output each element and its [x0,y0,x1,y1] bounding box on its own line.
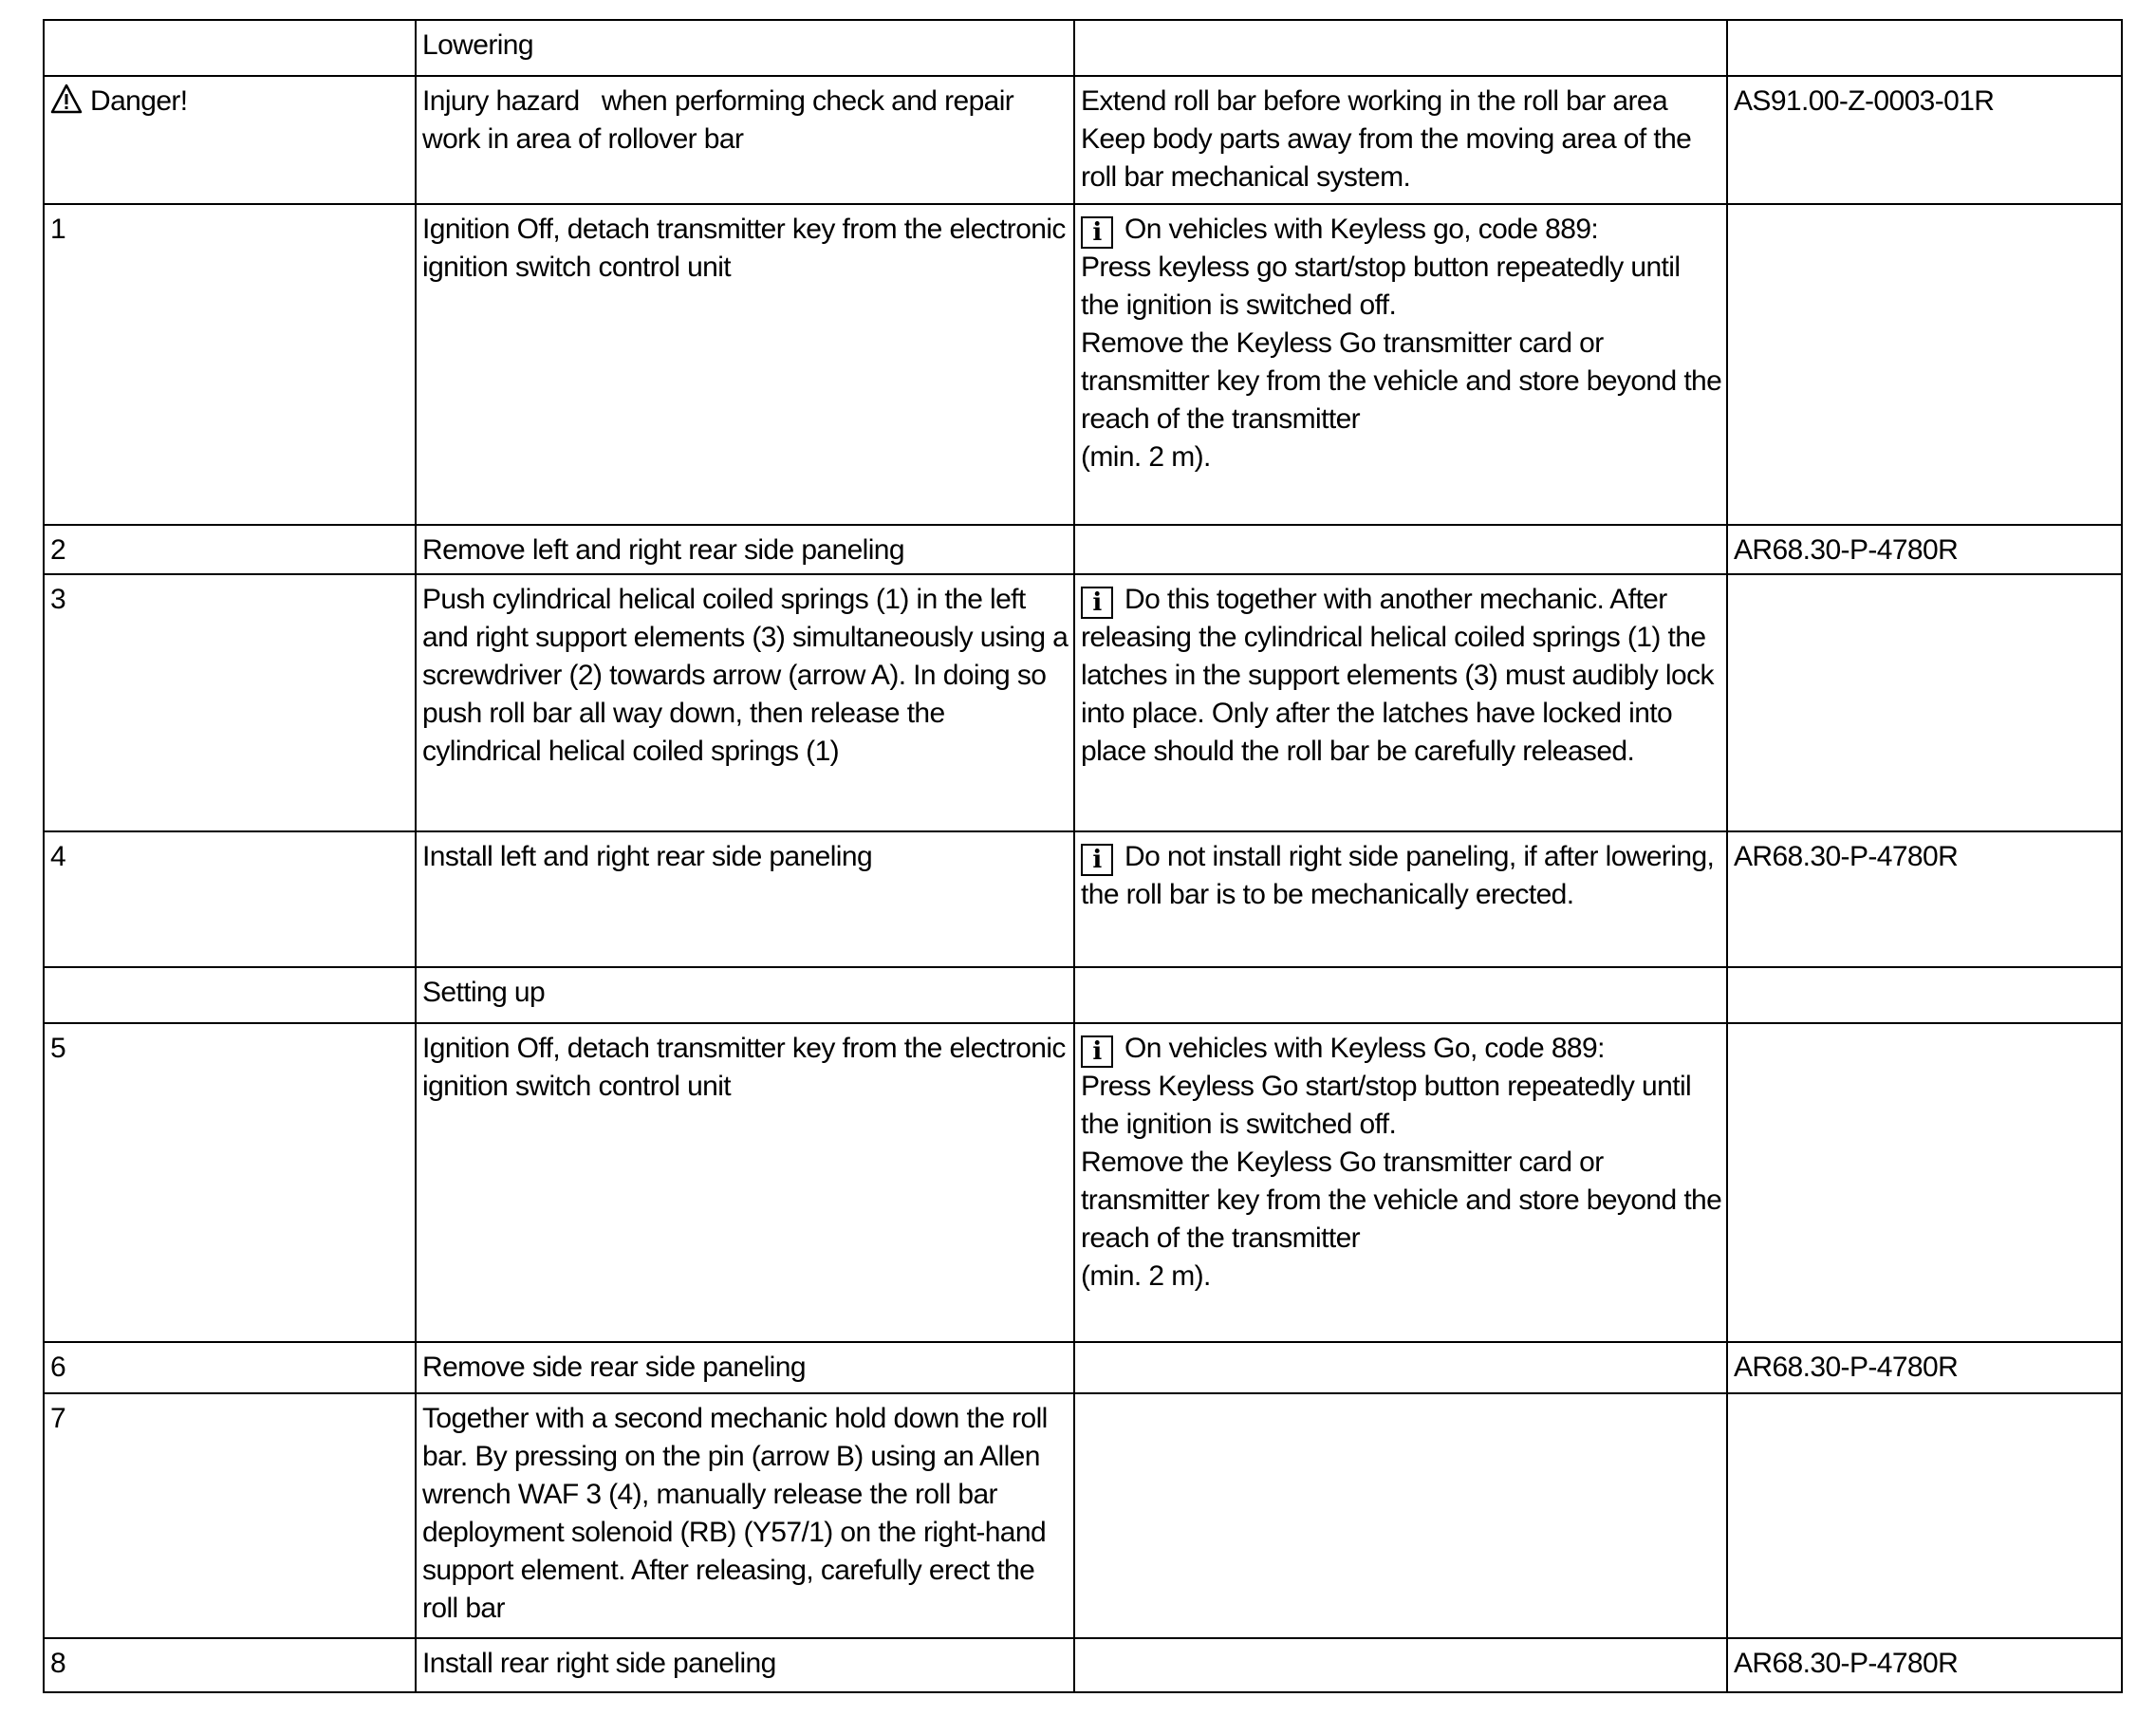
reference-cell [1727,1638,2122,1692]
note-cell [1074,76,1727,204]
reference-cell [1727,967,2122,1023]
info-icon: i [1081,587,1113,619]
step-cell [44,1023,416,1342]
note-line [1081,438,1722,476]
warning-triangle-icon [50,84,83,124]
table-row [44,76,2122,204]
step-cell [44,1393,416,1638]
step-label: 8 [50,1648,66,1679]
action-cell [416,574,1074,831]
step-cell [44,831,416,967]
action-text: Push cylindrical helical coiled springs (1) in the left and right support elements (3) simultaneously using a screwdriver (2) towards arrow (arrow A). In doing so push roll bar all way down, then release the cylindrical helical coiled springs (1) [422,584,1075,767]
table-row [44,574,2122,831]
reference-cell [1727,574,2122,831]
note-line [1081,838,1722,914]
step-cell [44,967,416,1023]
table-row [44,1638,2122,1692]
reference-code: AR68.30-P-4780R [1734,534,1959,566]
action-text: Injury hazard when performing check and repair work in area of rollover bar [422,85,1021,155]
note-cell [1074,967,1727,1023]
reference-cell [1727,1393,2122,1638]
step-label: 3 [50,584,66,615]
action-cell [416,204,1074,525]
note-text: On vehicles with Keyless go, code 889: [1124,214,1599,245]
note-cell [1074,204,1727,525]
note-line [1081,249,1722,325]
note-text: (min. 2 m). [1081,441,1211,473]
reference-code: AR68.30-P-4780R [1734,841,1959,872]
note-line [1081,83,1722,196]
note-line [1081,325,1722,438]
step-label: 4 [50,841,66,872]
note-line [1081,1030,1722,1068]
note-cell [1074,1393,1727,1638]
reference-cell [1727,1023,2122,1342]
step-label: 1 [50,214,66,245]
action-text: Install rear right side paneling [422,1648,776,1679]
action-text: Install left and right rear side paneling [422,841,873,872]
info-icon: i [1081,844,1113,876]
note-text: Press keyless go start/stop button repeatedly until the ignition is switched off. [1081,252,1681,321]
action-text: Ignition Off, detach transmitter key from the electronic ignition switch control unit [422,214,1073,283]
note-text: Remove the Keyless Go transmitter card or transmitter key from the vehicle and store beyond the reach of the transmitter [1081,327,1722,435]
step-cell [44,574,416,831]
action-cell [416,1393,1074,1638]
note-text: Do not install right side paneling, if after lowering, the roll bar is to be mechanically erected. [1081,841,1715,910]
table-row [44,204,2122,525]
step-cell [44,76,416,204]
reference-cell [1727,1342,2122,1393]
note-cell [1074,574,1727,831]
reference-cell [1727,831,2122,967]
note-cell [1074,1023,1727,1342]
step-label: 2 [50,534,66,566]
procedure-table [43,19,2123,1693]
action-cell [416,1342,1074,1393]
reference-code: AS91.00-Z-0003-01R [1734,85,1995,117]
step-label: 5 [50,1033,66,1064]
note-cell [1074,20,1727,76]
step-label: Danger! [90,85,188,117]
step-label: 7 [50,1403,66,1434]
action-cell [416,20,1074,76]
step-cell [44,525,416,574]
reference-cell [1727,525,2122,574]
action-text: Lowering [422,29,533,61]
step-label: 6 [50,1352,66,1383]
reference-code: AR68.30-P-4780R [1734,1352,1959,1383]
note-line [1081,211,1722,249]
step-cell [44,1342,416,1393]
note-text: Press Keyless Go start/stop button repeatedly until the ignition is switched off. [1081,1071,1692,1140]
step-cell [44,20,416,76]
table-row [44,1023,2122,1342]
note-cell [1074,1638,1727,1692]
note-text: Do this together with another mechanic. After releasing the cylindrical helical coiled springs (1) the latches in the support elements (3) must audibly lock into place. Only after the latches have locked into place should the roll bar be carefully released. [1081,584,1714,767]
reference-cell [1727,20,2122,76]
reference-cell [1727,76,2122,204]
reference-code: AR68.30-P-4780R [1734,1648,1959,1679]
table-row [44,1342,2122,1393]
action-text: Remove left and right rear side paneling [422,534,904,566]
action-cell [416,967,1074,1023]
note-text: Extend roll bar before working in the roll bar area Keep body parts away from the moving area of the roll bar mechanical system. [1081,85,1692,193]
info-icon: i [1081,1035,1113,1068]
table-row [44,831,2122,967]
action-cell [416,1023,1074,1342]
action-text: Remove side rear side paneling [422,1352,806,1383]
action-text: Ignition Off, detach transmitter key from the electronic ignition switch control unit [422,1033,1073,1102]
note-cell [1074,1342,1727,1393]
action-cell [416,76,1074,204]
table-row [44,967,2122,1023]
note-line [1081,1258,1722,1296]
note-line [1081,1068,1722,1144]
note-text: (min. 2 m). [1081,1260,1211,1292]
note-cell [1074,831,1727,967]
action-text: Setting up [422,977,546,1008]
action-text: Together with a second mechanic hold down the roll bar. By pressing on the pin (arrow B) using an Allen wrench WAF 3 (4), manually release the roll bar deployment solenoid (RB) (Y57/1) on the right-hand support element. After releasing, carefully erect the roll bar [422,1403,1055,1624]
step-cell [44,204,416,525]
note-text: On vehicles with Keyless Go, code 889: [1124,1033,1605,1064]
action-cell [416,525,1074,574]
note-line [1081,1144,1722,1258]
reference-cell [1727,204,2122,525]
note-line [1081,581,1722,771]
table-row [44,525,2122,574]
step-cell [44,1638,416,1692]
table-row [44,1393,2122,1638]
note-text: Remove the Keyless Go transmitter card or transmitter key from the vehicle and store beyond the reach of the transmitter [1081,1147,1722,1254]
table-row [44,20,2122,76]
info-icon: i [1081,216,1113,249]
action-cell [416,831,1074,967]
action-cell [416,1638,1074,1692]
note-cell [1074,525,1727,574]
